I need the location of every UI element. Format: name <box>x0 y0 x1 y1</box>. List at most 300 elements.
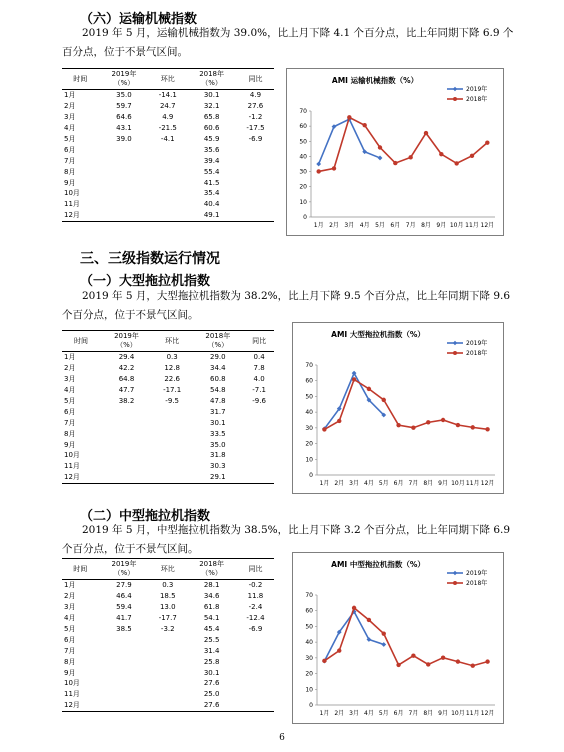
table-cell <box>149 700 186 711</box>
table-row <box>62 417 274 428</box>
series-line-2019 <box>319 119 380 164</box>
table-cell: 35.0 <box>210 440 226 449</box>
data-point-2018 <box>426 420 430 424</box>
table-header-cell: 2018年 （%） <box>186 559 237 580</box>
y-tick-label: 20 <box>305 670 313 678</box>
table-cell: 34.6 <box>203 592 220 601</box>
table-cell: 64.8 <box>118 375 135 384</box>
y-tick-label: 60 <box>305 377 313 385</box>
table-header-cell: 环比 <box>149 69 186 90</box>
table-cell: -1.2 <box>248 113 263 122</box>
table-header-row <box>62 559 274 580</box>
table-cell <box>149 689 186 700</box>
data-point-2019 <box>381 642 386 647</box>
x-tick-label: 6月 <box>390 222 401 229</box>
data-point-2018 <box>362 123 366 127</box>
table-cell: 5月 <box>64 397 76 405</box>
table-header-cell: 环比 <box>153 331 192 352</box>
x-tick-label: 4月 <box>364 710 374 717</box>
table-cell <box>99 678 150 689</box>
data-point-2018 <box>378 145 382 149</box>
table-row <box>62 123 274 134</box>
table-cell: -14.1 <box>158 91 177 100</box>
table-row <box>62 385 274 396</box>
table-cell: 2月 <box>64 592 76 601</box>
legend-marker <box>453 351 457 355</box>
table-cell: 29.1 <box>191 472 244 483</box>
table-cell: 32.1 <box>203 102 220 111</box>
table-row <box>62 624 274 635</box>
y-tick-label: 30 <box>299 168 307 176</box>
table-cell <box>149 678 186 689</box>
chart-transport <box>286 68 504 236</box>
y-tick-label: 50 <box>305 623 313 631</box>
table-cell: 5月 <box>64 625 76 633</box>
data-point-2018 <box>322 427 326 431</box>
table-row <box>62 112 274 123</box>
x-tick-label: 2月 <box>334 480 345 487</box>
chart-medium-tractor <box>292 552 504 724</box>
data-point-2018 <box>382 398 386 402</box>
table-cell: -17.7 <box>158 614 177 623</box>
y-tick-label: 0 <box>309 702 313 709</box>
table-cell: 28.1 <box>203 581 220 590</box>
table-cell: 3月 <box>64 375 76 384</box>
table-row <box>62 700 274 711</box>
table-cell <box>99 177 150 188</box>
table-cell: 59.4 <box>116 603 132 612</box>
table-cell: 6月 <box>64 407 76 416</box>
table-cell: -17.1 <box>163 386 182 395</box>
table-cell <box>99 199 150 210</box>
table-cell <box>153 450 192 461</box>
table-cell: 43.1 <box>116 124 132 133</box>
table-cell <box>149 177 186 188</box>
x-tick-label: 1月 <box>313 222 324 229</box>
table-cell: 55.4 <box>203 167 220 176</box>
table-cell: 9月 <box>64 668 76 677</box>
table-cell: 65.8 <box>203 113 220 122</box>
table-cell <box>237 634 274 645</box>
table-cell: 31.7 <box>210 407 226 416</box>
y-tick-label: 40 <box>299 153 307 161</box>
x-tick-label: 10月 <box>449 222 464 229</box>
table-cell: 9月 <box>64 440 76 449</box>
data-table-large-tractor <box>62 330 274 484</box>
table-cell <box>100 439 153 450</box>
table-cell <box>149 634 186 645</box>
table-row <box>62 101 274 112</box>
table-cell: 30.1 <box>210 418 226 427</box>
x-tick-label: 2月 <box>329 222 339 229</box>
table-cell <box>149 645 186 656</box>
x-tick-label: 8月 <box>423 710 434 717</box>
y-tick-label: 0 <box>303 214 307 221</box>
table-cell: 11.8 <box>247 592 264 601</box>
table-cell <box>237 144 274 155</box>
table-cell: 34.4 <box>210 364 226 373</box>
data-point-2018 <box>471 664 475 668</box>
y-tick-label: 30 <box>305 654 313 662</box>
table-cell <box>244 439 274 450</box>
table-cell <box>149 199 186 210</box>
table-cell: 11月 <box>64 690 80 699</box>
table-cell: 33.5 <box>210 429 226 438</box>
data-point-2018 <box>470 154 474 158</box>
table-row <box>62 166 274 177</box>
x-tick-label: 10月 <box>451 710 465 717</box>
table-cell: 40.4 <box>203 200 220 209</box>
x-tick-label: 7月 <box>408 710 419 717</box>
section-heading-medium-tractor: （二）中型拖拉机指数 <box>80 509 211 524</box>
x-tick-label: 4月 <box>359 222 370 229</box>
table-cell: 0.3 <box>162 581 174 590</box>
table-row <box>62 461 274 472</box>
table-row <box>62 199 274 210</box>
table-cell <box>99 155 150 166</box>
x-tick-label: 3月 <box>349 480 359 487</box>
table-row <box>62 439 274 450</box>
table-cell: 60.6 <box>203 124 220 133</box>
table-row <box>62 396 274 407</box>
table-cell <box>100 472 153 483</box>
table-cell <box>237 210 274 221</box>
data-point-2018 <box>352 606 356 610</box>
y-tick-label: 0 <box>309 472 313 479</box>
legend-marker <box>453 97 457 101</box>
table-cell: -21.5 <box>158 124 177 133</box>
data-point-2018 <box>322 659 326 663</box>
y-tick-label: 70 <box>299 108 307 115</box>
data-point-2018 <box>411 426 415 430</box>
table-cell <box>237 656 274 667</box>
table-cell: 24.7 <box>159 102 176 111</box>
table-row <box>62 591 274 602</box>
data-point-2018 <box>408 155 412 159</box>
table-cell: 4月 <box>64 124 76 133</box>
table-cell: 45.9 <box>203 135 220 143</box>
table-cell: 7.8 <box>253 364 265 373</box>
table-cell <box>149 210 186 221</box>
x-tick-label: 9月 <box>436 222 447 229</box>
table-cell: 29.0 <box>210 353 226 362</box>
table-cell: 27.6 <box>247 102 264 111</box>
data-point-2018 <box>316 169 320 173</box>
table-cell: 8月 <box>64 657 76 666</box>
data-point-2018 <box>485 140 489 144</box>
legend-marker <box>453 571 457 575</box>
x-tick-label: 11月 <box>465 222 479 229</box>
table-cell <box>100 428 153 439</box>
legend-label: 2018年 <box>466 96 488 104</box>
table-cell: 25.0 <box>203 690 220 699</box>
table-cell: 27.6 <box>203 679 220 688</box>
table-cell: 29.4 <box>118 353 135 362</box>
table-cell: 9月 <box>64 178 76 187</box>
table-cell: 47.8 <box>210 397 226 405</box>
table-cell: -2.4 <box>248 603 263 612</box>
x-tick-label: 12月 <box>480 710 495 717</box>
table-cell: 7月 <box>64 646 76 655</box>
table-cell: 4.9 <box>162 113 174 122</box>
table-cell: 39.0 <box>116 135 132 143</box>
x-tick-label: 10月 <box>451 480 465 487</box>
legend-label: 2018年 <box>466 580 488 588</box>
x-tick-label: 11月 <box>465 710 480 717</box>
data-point-2018 <box>352 377 356 381</box>
legend-label: 2019年 <box>466 86 488 94</box>
table-cell: 2月 <box>64 102 76 111</box>
table-cell <box>149 188 186 199</box>
table-cell <box>99 656 150 667</box>
table-cell <box>237 700 274 711</box>
y-tick-label: 50 <box>299 138 307 146</box>
table-cell: 22.6 <box>164 375 180 384</box>
series-line-2019 <box>324 612 383 662</box>
x-tick-label: 4月 <box>364 480 374 487</box>
data-point-2018 <box>367 387 371 391</box>
series-line-2018 <box>324 608 487 666</box>
chart-large-tractor <box>292 322 504 494</box>
table-cell: 7月 <box>64 418 76 427</box>
table-row <box>62 134 274 145</box>
y-tick-label: 60 <box>299 123 307 131</box>
table-cell: 35.6 <box>203 145 220 154</box>
table-row <box>62 689 274 700</box>
x-tick-label: 9月 <box>438 710 448 717</box>
legend-marker <box>453 581 457 585</box>
table-header-cell: 时间 <box>62 331 100 352</box>
table-cell: 1月 <box>64 581 76 590</box>
table-cell: 12.8 <box>164 364 180 373</box>
y-tick-label: 70 <box>305 592 313 599</box>
x-tick-label: 8月 <box>421 222 431 229</box>
table-cell: 3月 <box>64 603 76 612</box>
table-cell: -12.4 <box>246 614 265 623</box>
line-chart-medium-tractor <box>293 553 503 723</box>
table-cell <box>237 188 274 199</box>
table-row <box>62 352 274 363</box>
table-row <box>62 656 274 667</box>
chapter-heading: 三、三级指数运行情况 <box>80 251 220 267</box>
table-cell: 27.6 <box>186 700 237 711</box>
table-cell: 0.4 <box>253 353 265 362</box>
table-cell <box>149 155 186 166</box>
x-tick-label: 6月 <box>393 710 404 717</box>
data-point-2019 <box>378 156 383 161</box>
data-point-2018 <box>456 423 460 427</box>
series-line-2018 <box>319 117 488 171</box>
data-point-2019 <box>362 149 367 154</box>
table-cell <box>100 406 153 417</box>
table-row <box>62 363 274 374</box>
table-cell <box>244 428 274 439</box>
legend-marker <box>453 341 457 345</box>
line-chart-large-tractor <box>293 323 503 493</box>
section-heading-large-tractor: （一）大型拖拉机指数 <box>80 274 211 289</box>
table-cell: 1月 <box>64 353 76 362</box>
table-cell <box>244 461 274 472</box>
table-row <box>62 667 274 678</box>
section-paragraph-large-tractor: 2019 年 5 月，大型拖拉机指数为 38.2%，比上月下降 9.5 个百分点，比上年同期下降 9.6 个百分点，位于不景气区间。 <box>62 290 511 321</box>
data-point-2018 <box>393 161 397 165</box>
legend-marker <box>453 87 457 91</box>
table-cell <box>244 450 274 461</box>
table-cell: 61.8 <box>203 603 220 612</box>
y-tick-label: 10 <box>299 198 307 206</box>
table-cell <box>237 166 274 177</box>
data-point-2018 <box>441 418 445 422</box>
table-row <box>62 428 274 439</box>
table-cell: 30.3 <box>210 462 226 471</box>
table-cell <box>237 689 274 700</box>
data-point-2018 <box>485 659 489 663</box>
table-cell <box>99 210 150 221</box>
table-cell: 2月 <box>64 364 76 373</box>
table-cell: -6.9 <box>248 135 263 143</box>
table-row <box>62 613 274 624</box>
table-cell: 11月 <box>64 462 80 471</box>
table-cell: 30.1 <box>203 91 220 100</box>
table-cell: 38.2 <box>118 397 135 405</box>
table-cell: 25.5 <box>203 635 220 644</box>
table-cell: 54.8 <box>210 386 226 395</box>
y-tick-label: 70 <box>305 362 313 369</box>
table-cell <box>244 406 274 417</box>
table-cell: 31.8 <box>210 451 226 460</box>
table-cell: 31.4 <box>203 646 220 655</box>
table-row <box>62 188 274 199</box>
data-point-2018 <box>456 659 460 663</box>
table-header-cell: 同比 <box>244 331 274 352</box>
table-cell: 54.1 <box>203 614 220 623</box>
table-cell <box>237 645 274 656</box>
table-header-cell: 2019年 （%） <box>99 559 150 580</box>
table-cell <box>237 155 274 166</box>
table-cell <box>99 144 150 155</box>
table-cell <box>99 645 150 656</box>
table-cell: 42.2 <box>118 364 135 373</box>
table-cell: 10月 <box>64 189 80 198</box>
data-point-2018 <box>337 419 341 423</box>
table-header-cell: 同比 <box>237 69 274 90</box>
x-tick-label: 3月 <box>344 222 355 229</box>
data-point-2018 <box>382 631 386 635</box>
table-row <box>62 144 274 155</box>
table-cell <box>153 472 192 483</box>
table-cell: 25.8 <box>203 657 220 666</box>
data-table-transport <box>62 68 274 222</box>
table-cell <box>100 450 153 461</box>
x-tick-label: 2月 <box>334 710 345 717</box>
table-cell <box>99 700 150 711</box>
table-row <box>62 678 274 689</box>
data-point-2018 <box>396 423 400 427</box>
table-cell: 49.1 <box>186 210 237 221</box>
section-paragraph-transport: 2019 年 5 月，运输机械指数为 39.0%，比上月下降 4.1 个百分点，比上年同期下降 6.9 个百分点，位于不景气区间。 <box>62 27 514 58</box>
table-row <box>62 155 274 166</box>
table-header-cell: 2019年 （%） <box>99 69 150 90</box>
table-cell: 8月 <box>64 429 76 438</box>
x-tick-label: 1月 <box>319 710 330 717</box>
table-cell <box>153 406 192 417</box>
table-header-cell: 2018年 （%） <box>191 331 244 352</box>
data-point-2018 <box>426 662 430 666</box>
x-tick-label: 6月 <box>393 480 404 487</box>
table-cell: 11月 <box>64 200 80 209</box>
table-header-cell: 2018年 （%） <box>186 69 237 90</box>
table-row <box>62 406 274 417</box>
y-tick-label: 60 <box>305 607 313 615</box>
data-point-2018 <box>441 656 445 660</box>
table-cell: 45.4 <box>203 625 220 633</box>
table-cell: -9.6 <box>252 397 266 405</box>
y-tick-label: 10 <box>305 456 313 464</box>
data-point-2018 <box>367 618 371 622</box>
data-point-2018 <box>471 425 475 429</box>
x-tick-label: 11月 <box>465 480 480 487</box>
page-number: 6 <box>279 733 285 743</box>
table-row <box>62 634 274 645</box>
y-tick-label: 10 <box>305 686 313 694</box>
chart-title: AMI 中型拖拉机指数（%） <box>331 560 425 569</box>
table-cell <box>153 428 192 439</box>
table-cell: 1月 <box>64 91 76 100</box>
table-cell: 35.4 <box>203 189 220 198</box>
table-cell <box>99 166 150 177</box>
table-cell: 12月 <box>62 210 99 221</box>
table-cell: 5月 <box>64 135 76 143</box>
table-cell <box>99 689 150 700</box>
table-cell: 7月 <box>64 156 76 165</box>
table-cell: 8月 <box>64 167 76 176</box>
y-tick-label: 20 <box>299 183 307 191</box>
table-cell: 13.0 <box>159 603 176 612</box>
x-tick-label: 8月 <box>423 480 434 487</box>
table-cell <box>237 667 274 678</box>
table-cell <box>149 166 186 177</box>
table-cell <box>244 417 274 428</box>
data-table-medium-tractor <box>62 558 274 712</box>
legend-label: 2019年 <box>466 340 488 348</box>
table-header-row <box>62 331 274 352</box>
table-row <box>62 645 274 656</box>
table-cell: 4月 <box>64 386 76 395</box>
x-tick-label: 12月 <box>480 222 495 229</box>
x-tick-label: 9月 <box>438 480 448 487</box>
table-cell <box>153 417 192 428</box>
table-cell: 0.3 <box>166 353 178 362</box>
table-cell: 18.5 <box>159 592 176 601</box>
data-point-2018 <box>396 663 400 667</box>
data-point-2018 <box>337 648 341 652</box>
table-cell <box>149 144 186 155</box>
table-header-row <box>62 69 274 90</box>
line-chart-transport <box>287 69 503 235</box>
y-tick-label: 40 <box>305 409 313 417</box>
table-cell: -3.2 <box>160 625 175 633</box>
table-cell: 4月 <box>64 614 76 623</box>
y-tick-label: 50 <box>305 393 313 401</box>
data-point-2018 <box>485 427 489 431</box>
table-cell: -7.1 <box>252 386 266 395</box>
table-cell: 47.7 <box>118 386 135 395</box>
table-row <box>62 90 274 101</box>
legend-label: 2018年 <box>466 350 488 358</box>
table-cell <box>237 199 274 210</box>
chart-title: AMI 运输机械指数（%） <box>331 76 419 85</box>
x-tick-label: 7月 <box>405 222 416 229</box>
